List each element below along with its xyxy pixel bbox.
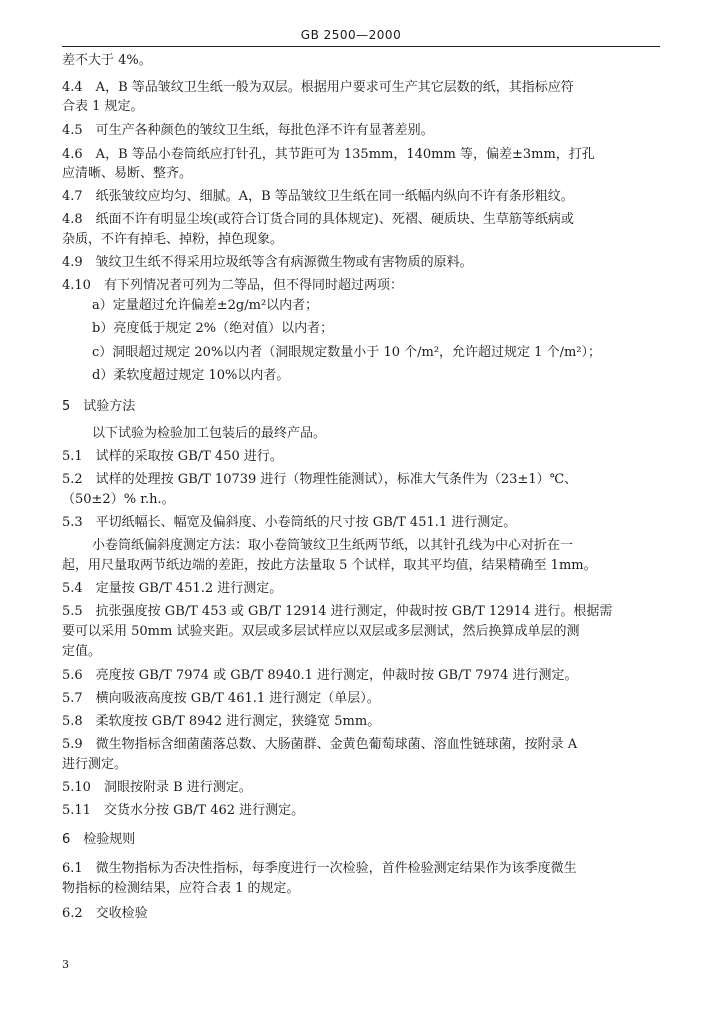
text-line: 应清晰、易断、整齐。 [62,166,193,181]
text-line: 4.5 可生产各种颜色的皱纹卫生纸，每批色泽不许有显著差别。 [62,123,434,138]
text-line: 4.4 A，B 等品皱纹卫生纸一般为双层。根据用户要求可生产其它层数的纸，其指标应符 [62,80,574,95]
text-line: 要可以采用 50mm 试验夹距。双层或多层试样应以双层或多层测试，然后换算成单层的测 [62,624,580,639]
text-line: d）柔软度超过规定 10%以内者。 [92,368,290,383]
text-line: 5.4 定量按 GB/T 451.2 进行测定。 [62,581,283,596]
text-line: 4.6 A，B 等品小卷筒纸应打针孔，其节距可为 135mm，140mm 等，偏差±3mm，打孔 [62,147,595,162]
text-line: 5.6 亮度按 GB/T 7974 或 GB/T 8940.1 进行测定，仲裁时按 GB/T 7974 进行测定。 [62,668,578,683]
section-heading: 5 试验方法 [62,399,136,414]
text-line: 起，用尺量取两节纸边端的差距，按此方法量取 5 个试样，取其平均值，结果精确至 1mm。 [62,558,597,573]
text-line: 合表 1 规定。 [62,99,144,114]
text-line: c）洞眼超过规定 20%以内者（洞眼规定数量小于 10 个/m²，允许超过规定 1 个/m²）； [92,345,601,360]
text-line: （50±2）% r.h.。 [62,492,175,507]
text-line: 小卷筒纸偏斜度测定方法：取小卷筒皱纹卫生纸两节纸，以其针孔线为中心对折在一 [92,538,574,553]
text-line: 杂质，不许有掉毛、掉粉，掉色现象。 [62,232,284,247]
text-line: 5.11 交货水分按 GB/T 462 进行测定。 [62,803,305,818]
text-line: 差不大于 4%。 [62,53,152,68]
text-line: a）定量超过允许偏差±2g/m²以内者； [92,298,319,313]
text-line: 进行测定。 [62,757,128,772]
text-line: b）亮度低于规定 2%（绝对值）以内者； [92,321,334,336]
text-line: 6.1 微生物指标为否决性指标，每季度进行一次检验，首件检验测定结果作为该季度微生 [62,861,577,876]
text-line: 物指标的检测结果，应符合表 1 的规定。 [62,881,300,896]
page-number: 3 [62,958,69,971]
text-line: 5.10 洞眼按附录 B 进行测定。 [62,780,252,795]
text-line: 5.9 微生物指标含细菌菌落总数、大肠菌群、金黄色葡萄球菌、溶血性链球菌，按附录 A [62,737,578,752]
text-line: 4.10 有下列情况者可列为二等品，但不得同时超过两项： [62,278,403,293]
text-line: 5.1 试样的采取按 GB/T 450 进行。 [62,449,283,464]
text-line: 4.8 纸面不许有明显尘埃(或符合订货合同的具体规定)、死褶、硬质块、生草筋等纸病或 [62,212,574,227]
header-rule [62,46,660,47]
text-line: 5.7 横向吸液高度按 GB/T 461.1 进行测定（单层）。 [62,691,380,706]
text-line: 4.9 皱纹卫生纸不得采用垃圾纸等含有病源微生物或有害物质的原料。 [62,255,473,270]
text-line: 6.2 交收检验 [62,906,148,921]
section-heading: 6 检验规则 [62,832,136,847]
text-line: 5.5 抗张强度按 GB/T 453 或 GB/T 12914 进行测定，仲裁时按 GB/T 12914 进行。根据需 [62,604,613,619]
text-line: 5.3 平切纸幅长、幅宽及偏斜度、小卷筒纸的尺寸按 GB/T 451.1 进行测定。 [62,515,517,530]
text-line: 5.8 柔软度按 GB/T 8942 进行测定，狭缝宽 5mm。 [62,714,381,729]
text-line: 4.7 纸张皱纹应均匀、细腻。A，B 等品皱纹卫生纸在同一纸幅内纵向不许有条形粗纹。 [62,189,574,204]
page-header-title: GB 2500—2000 [300,28,402,42]
text-line: 以下试验为检验加工包装后的最终产品。 [92,426,327,441]
text-line: 定值。 [62,644,102,659]
text-line: 5.2 试样的处理按 GB/T 10739 进行（物理性能测试），标准大气条件为（23±1）℃、 [62,472,578,487]
